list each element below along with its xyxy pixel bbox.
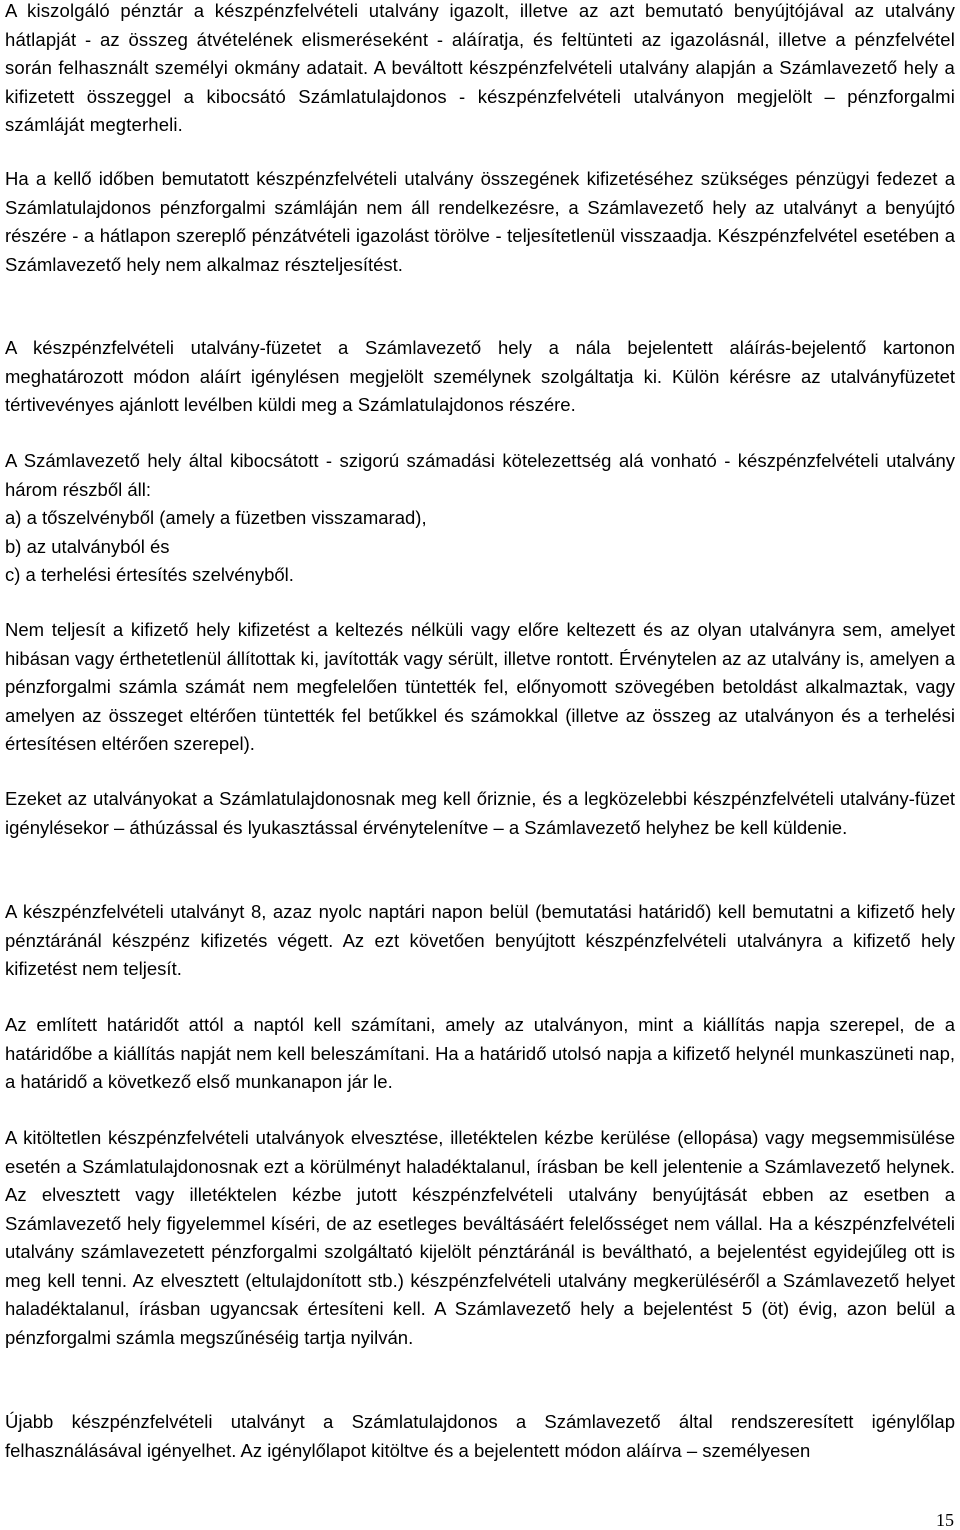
list-item-voucher: b) az utalványból és [5,535,170,557]
paragraph-presentation-deadline: A készpénzfelvételi utalványt 8, azaz nyolc naptári napon belül (bemutatási határidő) kell bemutatni a kifizető hely pénztáránál készpénz kifizetés végett. Az ezt követően benyújtott készpénzfelvételi utalványra a kifizető hely kifizetést nem teljesít. [5,901,955,979]
list-item-stub: a) a tőszelvényből (amely a füzetben visszamarad), [5,507,427,528]
paragraph-voucher-parts [5,447,955,590]
paragraph-new-voucher-request: Újabb készpénzfelvételi utalványt a Számlatulajdonos a Számlavezető által rendszeresített igénylőlap felhasználásával igényelhet. Az igénylőlapot kitöltve és a bejelentett módon aláírva – személyesen [5,1411,955,1461]
voucher-parts-intro: A Számlavezető hely által kibocsátott - szigorú számadási kötelezettség alá vonható - készpénzfelvételi utalvány három részből áll: [5,450,955,500]
list-item-debit-notice: c) a terhelési értesítés szelvényből. [5,564,294,585]
paragraph-lost-vouchers: A kitöltetlen készpénzfelvételi utalványok elvesztése, illetéktelen kézbe kerülése (ellopása) vagy megsemmisülése esetén a Számlatulajdonosnak ezt a körülményt haladéktalanul, írásban be kell jelentenie a Számlavezető helynek. Az elvesztett vagy illetéktelen kézbe jutott készpénzfelvételi utalvány benyújtását ebben az esetben a Számlavezető hely figyelemmel kíséri, de az esetleges beváltásáért felelősséget nem vállal. Ha a készpénzfelvételi utalvány számlavezetett pénzforgalmi szolgáltató kijelölt pénztáránál is beváltható, a bejelentést egyidejűleg ott is meg kell tenni. Az elvesztett (eltulajdonított stb.) készpénzfelvételi utalvány megkerüléséről a Számlavezető helyet haladéktalanul, írásban ugyancsak értesíteni kell. A Számlavezető hely a bejelentést 5 (öt) évig, azon belül a pénzforgalmi számla megszűnéséig tartja nyilván. [5,1127,955,1348]
page-number: 15 [936,1510,954,1530]
paragraph-insufficient-funds: Ha a kellő időben bemutatott készpénzfelvételi utalvány összegének kifizetéséhez szükséges pénzügyi fedezet a Számlatulajdonos pénzforgalmi számláján nem áll rendelkezésre, a Számlavezető hely az utalványt a benyújtó részére - a hátlapon szereplő pénzátvételi igazolást törölve - teljesítetlenül visszaadja. Készpénzfelvétel esetében a Számlavezető hely nem alkalmaz részteljesítést. [5,168,955,275]
paragraph-deadline-calculation: Az említett határidőt attól a naptól kell számítani, amely az utalványon, mint a kiállítás napja szerepel, de a határidőbe a kiállítás napját nem kell beleszámítani. Ha a határidő utolsó napja a kifizető helynél munkaszüneti nap, a határidő a következő első munkanapon jár le. [5,1014,955,1092]
paragraph-payment-confirmation: A kiszolgáló pénztár a készpénzfelvételi utalvány igazolt, illetve az azt bemutató benyújtójával az utalvány hátlapját - az összeg átvételének elismeréseként - aláíratja, és feltünteti az igazolásnál, illetve a pénzfelvétel során felhasznált személyi okmány adatait. A beváltott készpénzfelvételi utalvány alapján a Számlavezető hely a kifizetett összeggel a kibocsátó Számlatulajdonos - készpénzfelvételi utalványon megjelölt – pénzforgalmi számláját megterheli. [5,0,955,135]
paragraph-booklet-issuance: A készpénzfelvételi utalvány-füzetet a Számlavezető hely a nála bejelentett aláírás-bejelentő kartonon meghatározott módon aláírt igénylésen megjelölt személynek szolgáltatja ki. Külön kérésre az utalványfüzetet tértivevényes ajánlott levélben küldi meg a Számlatulajdonos részére. [5,337,955,415]
paragraph-invalid-vouchers: Nem teljesít a kifizető hely kifizetést a keltezés nélküli vagy előre keltezett és az olyan utalványra sem, amelyet hibásan vagy érthetetlenül állítottak ki, javították vagy sérült, illetve rontott. Érvénytelen az az utalvány is, amelyen a pénzforgalmi számla számát nem megfelelően tüntették fel, előnyomott szövegében betoldást alkalmaztak, vagy amelyen az összeget eltérően tüntették fel betűkkel és számokkal (illetve az összeg az utalványon és a terhelési értesítésen eltérően szerepel). [5,619,955,754]
paragraph-voucher-retention: Ezeket az utalványokat a Számlatulajdonosnak meg kell őriznie, és a legközelebbi készpénzfelvételi utalvány-füzet igénylésekor – áthúzással és lyukasztással érvénytelenítve – a Számlavezető helyhez be kell küldenie. [5,788,955,838]
